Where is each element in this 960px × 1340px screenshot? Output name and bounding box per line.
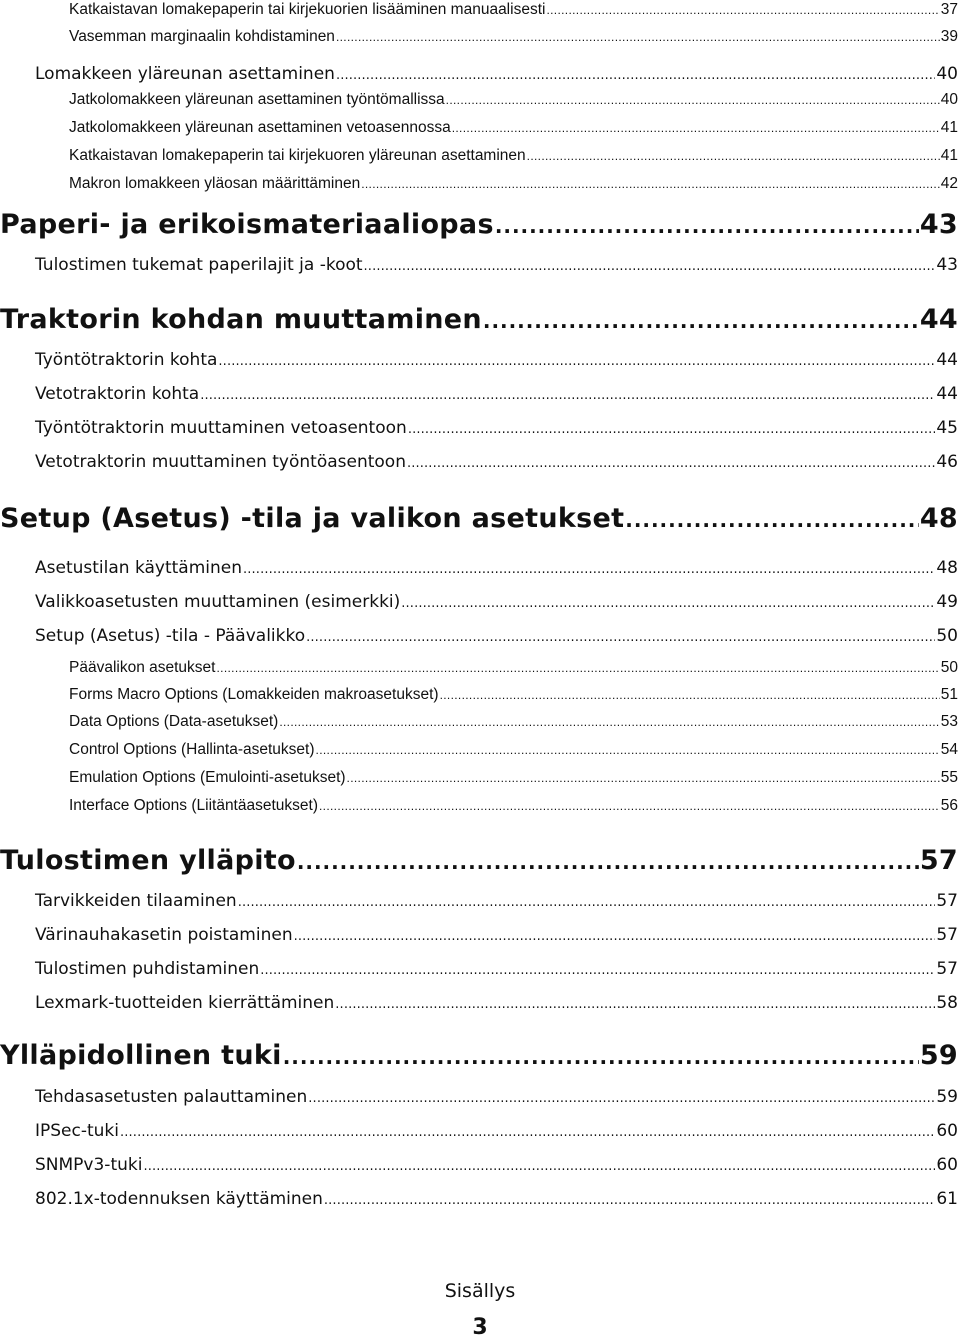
- toc-entry-title: Traktorin kohdan muuttaminen: [0, 304, 482, 335]
- toc-entry-page: 50: [940, 659, 958, 676]
- toc-entry[interactable]: [0, 205, 960, 245]
- toc-entry-page: 43: [936, 255, 958, 275]
- toc-entry-title: Jatkolomakkeen yläreunan asettaminen vetoasennossa: [69, 119, 451, 136]
- toc-entry[interactable]: [0, 586, 960, 618]
- toc-entry-title: Työntötraktorin kohta: [35, 350, 218, 370]
- toc-dot-leader: [527, 142, 940, 170]
- toc-entry-title: Paperi- ja erikoismateriaaliopas: [0, 209, 494, 240]
- toc-entry-page: 39: [940, 28, 958, 45]
- toc-entry[interactable]: [0, 654, 960, 682]
- toc-entry-title: Päävalikon asetukset: [69, 659, 216, 676]
- toc-entry[interactable]: [0, 300, 960, 340]
- toc-entry-page: 44: [936, 350, 958, 370]
- toc-entry-page: 41: [940, 147, 958, 164]
- toc-dot-leader: [324, 1183, 935, 1217]
- toc-entry-title: 802.1x-todennuksen käyttäminen: [35, 1189, 323, 1209]
- toc-entry-page: 57: [936, 925, 958, 945]
- toc-entry[interactable]: [0, 708, 960, 736]
- toc-entry-page: 37: [940, 1, 958, 18]
- toc-entry[interactable]: [0, 987, 960, 1019]
- toc-entry-title: Katkaistavan lomakepaperin tai kirjekuoren yläreunan asettaminen: [69, 147, 526, 164]
- toc-entry[interactable]: [0, 953, 960, 985]
- toc-dot-leader: [625, 499, 919, 540]
- toc-entry-page: 60: [936, 1155, 958, 1175]
- toc-entry-title: SNMPv3-tuki: [35, 1155, 143, 1175]
- toc-entry-page: 57: [936, 959, 958, 979]
- toc-entry-title: Forms Macro Options (Lomakkeiden makroasetukset): [69, 686, 439, 703]
- toc-dot-leader: [120, 1115, 935, 1149]
- toc-dot-leader: [143, 1149, 935, 1183]
- toc-entry[interactable]: [0, 1115, 960, 1147]
- toc-entry-title: Setup (Asetus) -tila ja valikon asetukset: [0, 503, 625, 534]
- toc-entry-page: 42: [940, 175, 958, 192]
- toc-dot-leader: [238, 885, 936, 919]
- toc-entry-page: 40: [940, 91, 958, 108]
- toc-dot-leader: [319, 792, 940, 820]
- toc-entry-title: Vetotraktorin kohta: [35, 384, 200, 404]
- toc-entry[interactable]: [0, 0, 960, 24]
- toc-dot-leader: [306, 620, 935, 654]
- toc-entry-page: 58: [936, 993, 958, 1013]
- toc-entry-title: Vetotraktorin muuttaminen työntöasentoon: [35, 452, 406, 472]
- toc-entry[interactable]: [0, 142, 960, 170]
- toc-dot-leader: [408, 412, 936, 446]
- toc-dot-leader: [216, 654, 939, 682]
- toc-dot-leader: [495, 205, 919, 246]
- toc-dot-leader: [546, 0, 939, 24]
- toc-entry-page: 44: [919, 304, 958, 335]
- toc-entry[interactable]: [0, 378, 960, 410]
- toc-entry-title: Lomakkeen yläreunan asettaminen: [35, 64, 335, 84]
- toc-entry-page: 48: [919, 503, 958, 534]
- toc-dot-leader: [483, 300, 919, 341]
- toc-entry[interactable]: [0, 620, 960, 652]
- toc-dot-leader: [407, 446, 935, 480]
- toc-entry[interactable]: [0, 792, 960, 820]
- toc-entry[interactable]: [0, 344, 960, 376]
- footer-page-number: 3: [472, 1315, 488, 1340]
- toc-entry-title: Interface Options (Liitäntäasetukset): [69, 797, 318, 814]
- toc-entry[interactable]: [0, 552, 960, 584]
- toc-entry-title: Setup (Asetus) -tila - Päävalikko: [35, 626, 306, 646]
- toc-dot-leader: [243, 552, 935, 586]
- toc-entry-title: Värinauhakasetin poistaminen: [35, 925, 293, 945]
- toc-entry-title: Asetustilan käyttäminen: [35, 558, 243, 578]
- toc-entry-title: Jatkolomakkeen yläreunan asettaminen työntömallissa: [69, 91, 445, 108]
- toc-entry-page: 48: [936, 558, 958, 578]
- toc-entry-title: Tulostimen tukemat paperilajit ja -koot: [35, 255, 363, 275]
- toc-entry[interactable]: [0, 764, 960, 792]
- toc-entry[interactable]: [0, 919, 960, 951]
- toc-entry-title: Control Options (Hallinta-asetukset): [69, 741, 315, 758]
- toc-entry-page: 57: [936, 891, 958, 911]
- toc-dot-leader: [335, 987, 935, 1021]
- toc-dot-leader: [283, 1036, 919, 1077]
- toc-entry-page: 45: [936, 418, 958, 438]
- toc-entry-title: Tulostimen puhdistaminen: [35, 959, 260, 979]
- toc-entry[interactable]: [0, 1183, 960, 1215]
- toc-entry-page: 54: [940, 741, 958, 758]
- toc-dot-leader: [452, 114, 940, 142]
- toc-entry-page: 56: [940, 797, 958, 814]
- toc-entry[interactable]: [0, 1149, 960, 1181]
- toc-entry-title: Emulation Options (Emulointi-asetukset): [69, 769, 346, 786]
- toc-entry-page: 40: [936, 64, 958, 84]
- toc-entry[interactable]: [0, 446, 960, 478]
- toc-dot-leader: [361, 170, 940, 198]
- toc-entry[interactable]: [0, 736, 960, 764]
- toc-entry-title: Katkaistavan lomakepaperin tai kirjekuorien lisääminen manuaalisesti: [69, 1, 546, 18]
- toc-dot-leader: [316, 736, 940, 764]
- toc-entry[interactable]: [0, 114, 960, 142]
- toc-dot-leader: [440, 681, 940, 709]
- toc-entry[interactable]: [0, 841, 960, 881]
- toc-entry-page: 41: [940, 119, 958, 136]
- toc-dot-leader: [279, 708, 939, 736]
- toc-entry[interactable]: [0, 681, 960, 709]
- toc-entry-title: Työntötraktorin muuttaminen vetoasentoon: [35, 418, 407, 438]
- toc-entry[interactable]: [0, 23, 960, 51]
- toc-dot-leader: [260, 953, 935, 987]
- toc-dot-leader: [364, 249, 936, 283]
- toc-entry-title: IPSec-tuki: [35, 1121, 120, 1141]
- toc-dot-leader: [200, 378, 935, 412]
- toc-entry[interactable]: [0, 1036, 960, 1076]
- toc-dot-leader: [446, 86, 940, 114]
- toc-entry[interactable]: [0, 86, 960, 114]
- toc-entry-page: 44: [936, 384, 958, 404]
- toc-entry-page: 60: [936, 1121, 958, 1141]
- toc-entry-page: 49: [936, 592, 958, 612]
- toc-entry-page: 50: [936, 626, 958, 646]
- toc-dot-leader: [297, 841, 919, 882]
- toc-entry-title: Ylläpidollinen tuki: [0, 1040, 282, 1071]
- toc-entry[interactable]: [0, 170, 960, 198]
- toc-entry-page: 61: [936, 1189, 958, 1209]
- toc-entry-title: Vasemman marginaalin kohdistaminen: [69, 28, 335, 45]
- toc-entry-page: 57: [919, 845, 958, 876]
- toc-dot-leader: [347, 764, 940, 792]
- toc-entry-title: Tulostimen ylläpito: [0, 845, 296, 876]
- toc-entry[interactable]: [0, 499, 960, 539]
- toc-entry-title: Data Options (Data-asetukset): [69, 713, 279, 730]
- toc-dot-leader: [308, 1081, 935, 1115]
- toc-entry-page: 46: [936, 452, 958, 472]
- toc-entry-title: Makron lomakkeen yläosan määrittäminen: [69, 175, 361, 192]
- toc-dot-leader: [218, 344, 935, 378]
- toc-entry[interactable]: [0, 249, 960, 281]
- toc-entry-title: Tehdasasetusten palauttaminen: [35, 1087, 308, 1107]
- toc-entry-page: 51: [940, 686, 958, 703]
- toc-entry[interactable]: [0, 412, 960, 444]
- toc-entry-page: 43: [919, 209, 958, 240]
- toc-entry-page: 53: [940, 713, 958, 730]
- toc-dot-leader: [336, 23, 940, 51]
- toc-dot-leader: [294, 919, 936, 953]
- toc-entry-page: 59: [919, 1040, 958, 1071]
- toc-dot-leader: [401, 586, 935, 620]
- toc-entry[interactable]: [0, 885, 960, 917]
- toc-entry[interactable]: [0, 1081, 960, 1113]
- footer-section-title: Sisällys: [444, 1280, 516, 1302]
- toc-entry-page: 55: [940, 769, 958, 786]
- toc-entry-page: 59: [936, 1087, 958, 1107]
- toc-entry-title: Tarvikkeiden tilaaminen: [35, 891, 237, 911]
- toc-entry-title: Lexmark-tuotteiden kierrättäminen: [35, 993, 335, 1013]
- toc-entry-title: Valikkoasetusten muuttaminen (esimerkki): [35, 592, 401, 612]
